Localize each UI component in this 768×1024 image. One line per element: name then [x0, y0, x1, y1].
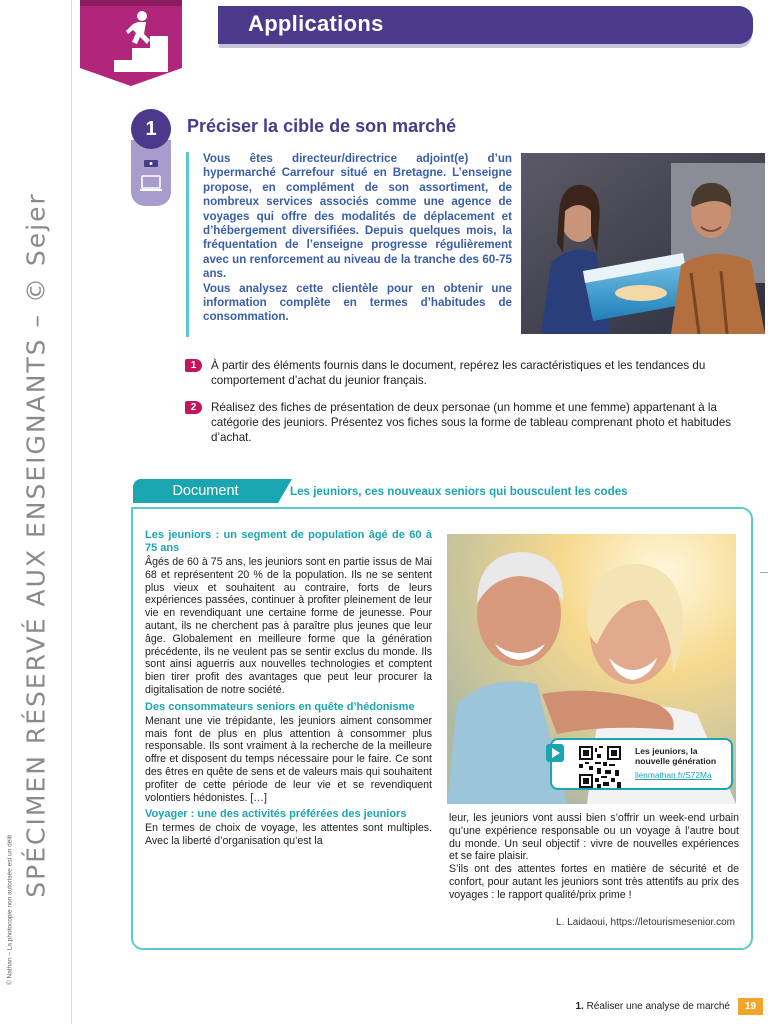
continuation-paragraph-2: S’ils ont des attentes fortes en matière de sécurité et de confort, pour autant les jeuniors sont très attentifs au prix des voyages : le rapport qualité/prix prime ! — [449, 863, 739, 901]
footer-chapter-number: 1. — [575, 1001, 584, 1012]
section-body-1: Âgés de 60 à 75 ans, les jeuniors sont en partie issus de Mai 68 et représentent 20 % de la population. Ils ne se sentent plus vieux et souhaitent au contraire, forts de leurs expériences passées, continuer à profiter pleinement de leur vie en revendiquant une certaine forme de jeunesse. Pour autant, ils ne cherchent pas à paraître plus jeunes que leur âge. Globalement en meilleure forme que la génération précédente, ils ne veulent pas se sentir exclus du monde. Ils sont ainsi aguerris aux nouvelles technologies et comptent bien tirer profit des avantages que peut leur procurer la digitalisation de notre société. — [145, 556, 432, 696]
qr-video-title: Les jeuniors, la nouvelle génération — [635, 746, 717, 766]
document-tab: Document — [133, 479, 278, 503]
qr-video-link[interactable]: lienmathan.fr/S72Ma — [635, 770, 712, 780]
context-paragraph-1: Vous êtes directeur/directrice adjoint(e) d’un hypermarché Carrefour situé en Bretagne. L’enseigne propose, en complément de son assortiment, de nombreux services associés comme une agence de voyages qui offre des modalités de déplacement et d’hébergement diversifiées. Depuis quelques mois, la fréquentation de l’enseigne progresse régulièrement avec un renforcement au niveau de la tranche des 60-75 ans. — [203, 152, 512, 281]
exercise-number: 1 — [131, 109, 171, 149]
copyright-note: © Nathan – La photocopie non autorisée est un délit — [6, 834, 14, 986]
continuation-paragraph-1: leur, les jeuniors vont aussi bien s’offrir un week-end urbain qu’une expérience responsable ou un voyage à l’autre bout du monde. Un seul objectif : vivre de nouvelles expériences et se faire plaisir. — [449, 812, 739, 863]
section-heading-2: Des consommateurs seniors en quête d’hédonisme — [145, 700, 415, 713]
section-header — [218, 6, 753, 44]
question-1-number: 1 — [185, 359, 202, 372]
page-number: 19 — [738, 998, 763, 1015]
page-footer — [430, 998, 768, 1018]
section-body-2: Menant une vie trépidante, les jeuniors aiment consommer mais font de plus en plus attention à consommer plus responsable. Ils sont vraiment à la recherche de la meilleure offre et disposent du temps nécessaire pour le faire. Ce sont des êtres en quête de sens et de valeurs mais qui souhaitent profiter de cette période de leur vie et se revendiquent volontiers hédonistes. […] — [145, 714, 432, 804]
watermark-text: SPÉCIMEN RÉSERVÉ AUX ENSEIGNANTS – © Sejer — [21, 192, 51, 898]
document-left-column — [145, 529, 432, 852]
question-2-text: Réalisez des fiches de présentation de deux personae (un homme et une femme) appartenant à la catégorie des jeuniors. Présentez vos fiches sous la forme de tableau comprenant photo et habitudes d’achat. — [211, 401, 732, 444]
stairs-climber-icon — [80, 0, 182, 86]
screen-icon — [131, 140, 171, 206]
qr-video-card[interactable] — [550, 738, 733, 790]
exercise-tag — [131, 140, 171, 206]
qr-code-icon[interactable] — [579, 746, 621, 788]
page-edge-mark — [760, 572, 768, 573]
document-source: L. Laidaoui, https://letourismesenior.com — [556, 917, 735, 928]
question-2-number: 2 — [185, 401, 202, 414]
section-heading-3: Voyager : une des activités préférées des jeuniors — [145, 808, 407, 821]
question-1 — [186, 358, 752, 388]
exercise-context — [186, 152, 512, 337]
section-title: Applications — [248, 11, 384, 36]
side-watermark — [0, 0, 70, 1024]
left-divider — [71, 0, 72, 1024]
travel-agency-photo — [521, 153, 765, 334]
document-right-column — [449, 812, 739, 902]
footer-chapter — [575, 1001, 730, 1012]
section-body-3: En termes de choix de voyage, les attentes sont multiples. Avec la liberté d’organisation qu’est la — [145, 822, 432, 848]
play-icon[interactable] — [546, 744, 564, 762]
footer-chapter-title: Réaliser une analyse de marché — [586, 1001, 730, 1012]
document-subtitle: Les jeuniors, ces nouveaux seniors qui bousculent les codes — [290, 485, 628, 498]
context-paragraph-2: Vous analysez cette clientèle pour en obtenir une information complète en termes d’habitudes de consommation. — [203, 281, 512, 324]
section-heading-1: Les jeuniors : un segment de population âgé de 60 à 75 ans — [145, 529, 432, 554]
exercise-title: Préciser la cible de son marché — [187, 116, 457, 136]
question-2 — [186, 400, 752, 445]
question-1-text: À partir des éléments fournis dans le document, repérez les caractéristiques et les tendances du comportement d’achat du jeunior français. — [211, 359, 706, 387]
